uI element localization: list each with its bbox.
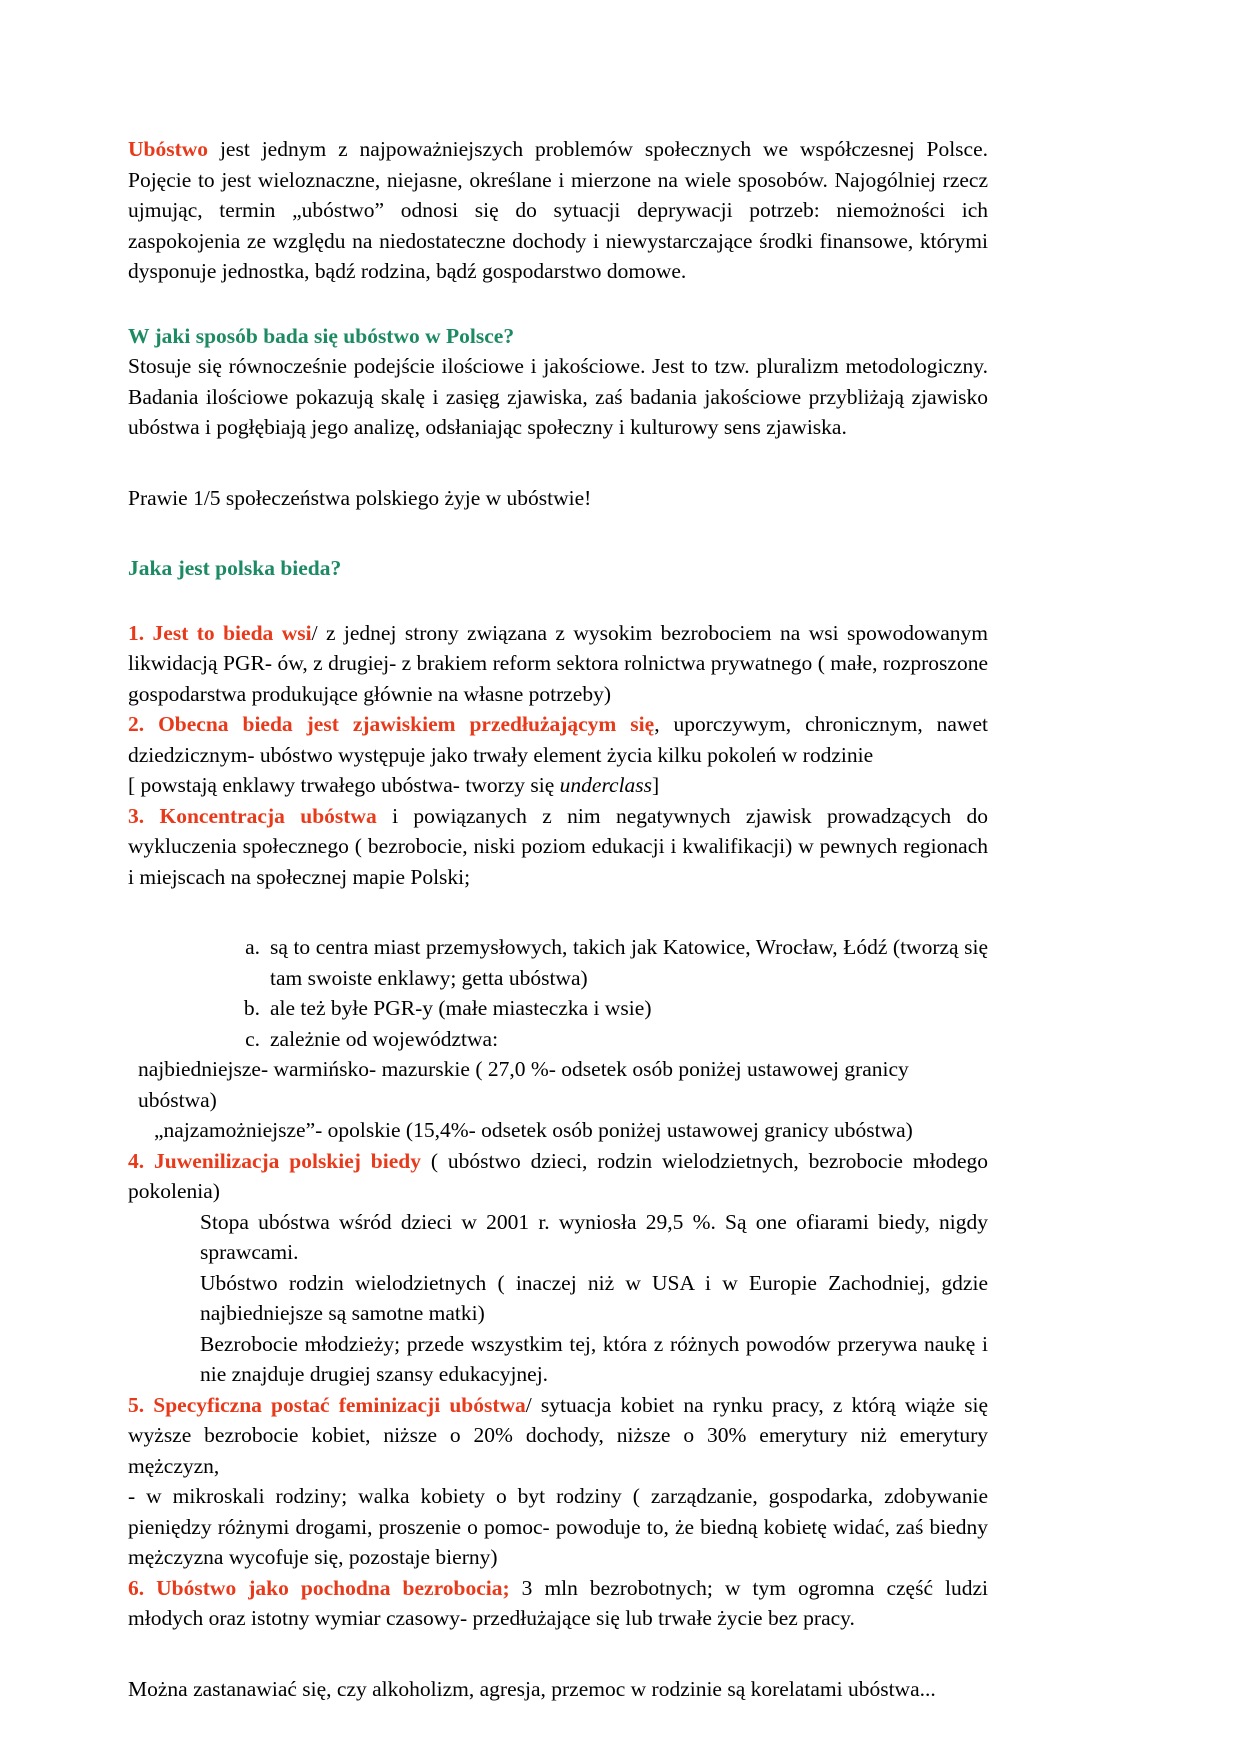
point-1 bbox=[128, 618, 988, 710]
document-body bbox=[128, 134, 988, 1704]
closing-paragraph: Można zastanawiać się, czy alkoholizm, agresja, przemoc w rodzinie są korelatami ubóstwa... bbox=[128, 1676, 936, 1701]
point-3-text: i powiązanych z nim negatywnych zjawisk prowadzących do wykluczenia społecznego ( bezrobocie, niski poziom edukacji i kwalifikacji) w pewnych regionach i miejscach na społecznej mapie Polski; bbox=[128, 803, 988, 889]
sublist-text-b: ale też byłe PGR-y (małe miasteczka i wsie) bbox=[270, 996, 652, 1020]
point-6-title: 6. Ubóstwo jako pochodna bezrobocia; bbox=[128, 1575, 510, 1600]
point-2-bracket-italic-term: underclass bbox=[559, 773, 653, 797]
sublist-marker-b: b. bbox=[243, 996, 260, 1020]
sublist-marker-c: c. bbox=[245, 1026, 260, 1051]
point-2-bracket-note bbox=[128, 770, 988, 801]
point-6 bbox=[128, 1573, 988, 1634]
intro-lead-term: Ubóstwo bbox=[128, 137, 209, 161]
point-1-title: 1. Jest to bieda wsi bbox=[128, 620, 312, 645]
heading-what-poverty-label: Jaka jest polska bieda? bbox=[128, 556, 342, 580]
spacer bbox=[128, 443, 988, 483]
intro-paragraph bbox=[128, 134, 988, 287]
heading-how-studied-label: W jaki sposób bada się ubóstwo w Polsce? bbox=[128, 323, 515, 348]
statement-paragraph: Prawie 1/5 społeczeństwa polskiego żyje w ubóstwie! bbox=[128, 485, 592, 510]
spacer bbox=[128, 892, 988, 932]
heading-what-poverty bbox=[128, 553, 988, 584]
point-2-text: , uporczywym, chronicznym, nawet dziedzicznym- ubóstwo występuje jako trwały element życia kilku pokoleń w rodzinie bbox=[128, 712, 988, 767]
point-2-bracket-pre: [ powstają enklawy trwałego ubóstwa- tworzy się bbox=[128, 773, 560, 797]
voivodeship-richest: „najzamożniejsze”- opolskie (15,4%- odsetek osób poniżej ustawowej granicy ubóstwa) bbox=[154, 1118, 913, 1142]
voivodeship-poorest: najbiedniejsze- warmińsko- mazurskie ( 27,0 %- odsetek osób poniżej ustawowej granicy ubóstwa) bbox=[138, 1057, 909, 1112]
point-3-sublist bbox=[128, 932, 988, 1054]
point-2-bracket-post: ] bbox=[652, 773, 660, 797]
point-5 bbox=[128, 1390, 988, 1482]
point-4-sub-b: Ubóstwo rodzin wielodzietnych ( inaczej niż w USA i w Europie Zachodniej, gdzie najbiedniejsze są samotne matki) bbox=[200, 1270, 988, 1325]
sublist-marker-a: a. bbox=[245, 935, 260, 959]
point-4 bbox=[128, 1146, 988, 1207]
spacer bbox=[128, 1634, 988, 1674]
point-4-sub-a: Stopa ubóstwa wśród dzieci w 2001 r. wyniosła 29,5 %. Są one ofiarami biedy, nigdy sprawcami. bbox=[200, 1209, 988, 1264]
heading-how-studied bbox=[128, 321, 988, 352]
point-2-title: 2. Obecna bieda jest zjawiskiem przedłużającym się bbox=[128, 712, 655, 736]
point-3 bbox=[128, 801, 988, 893]
how-studied-paragraph: Stosuje się równocześnie podejście ilościowe i jakościowe. Jest to tzw. pluralizm metodologiczny. Badania ilościowe pokazują skalę i zasięg zjawiska, zaś badania jakościowe przybliżają zjawisko ubóstwa i pogłębiają jego analizę, odsłaniając społeczny i kulturowy sens zjawiska. bbox=[128, 354, 988, 439]
point-6-text: 3 mln bezrobotnych; w tym ogromna część ludzi młodych oraz istotny wymiar czasowy- przedłużające się lub trwałe życie bez pracy. bbox=[128, 1575, 989, 1630]
point-2 bbox=[128, 709, 988, 770]
sublist-text-c: zależnie od województwa: bbox=[270, 1026, 499, 1051]
point-5-title: 5. Specyficzna postać feminizacji ubóstwa bbox=[128, 1392, 526, 1417]
point-4-sub-c: Bezrobocie młodzieży; przede wszystkim tej, która z różnych powodów przerywa naukę i nie znajduje drugiej szansy edukacyjnej. bbox=[200, 1331, 988, 1386]
intro-paragraph-text: jest jednym z najpoważniejszych problemów społecznych we współczesnej Polsce. Pojęcie to jest wieloznaczne, niejasne, określane i mierzone na wiele sposobów. Najogólniej rzecz ujmując, termin „ubóstwo” odnosi się do sytuacji deprywacji potrzeb: niemożności ich zaspokojenia ze względu na niedostateczne dochody i niewystarczające środki finansowe, którymi dysponuje jednostka, bądź rodzina, bądź gospodarstwo domowe. bbox=[128, 137, 988, 283]
point-1-text: / z jednej strony związana z wysokim bezrobociem na wsi spowodowanym likwidacją PGR- ów, z drugiej- z brakiem reform sektora rolnictwa prywatnego ( małe, rozproszone gospodarstwa produkujące głównie na własne potrzeby) bbox=[128, 620, 988, 706]
spacer bbox=[128, 287, 988, 321]
point-3-title: 3. Koncentracja ubóstwa bbox=[128, 803, 377, 828]
point-4-title: 4. Juwenilizacja polskiej biedy bbox=[128, 1148, 421, 1173]
sublist-item-b bbox=[228, 993, 988, 1024]
point-4-text: ( ubóstwo dzieci, rodzin wielodzietnych, bezrobocie młodego pokolenia) bbox=[128, 1148, 988, 1203]
point-5-text: / sytuacja kobiet na rynku pracy, z którą wiąże się wyższe bezrobocie kobiet, niższe o 20% dochody, niższe o 30% emerytury niż emerytury mężczyzn, bbox=[128, 1392, 989, 1478]
spacer bbox=[128, 584, 988, 618]
sublist-item-c bbox=[228, 1024, 988, 1055]
sublist-text-a: są to centra miast przemysłowych, takich jak Katowice, Wrocław, Łódź (tworzą się tam swoiste enklawy; getta ubóstwa) bbox=[270, 935, 988, 990]
sublist-item-a bbox=[228, 932, 988, 993]
point-5-dash-note: - w mikroskali rodziny; walka kobiety o byt rodziny ( zarządzanie, gospodarka, zdobywanie pieniędzy różnymi drogami, proszenie o pomoc- powoduje to, że biedną kobietę widać, zaś biedny mężczyzna wycofuje się, pozostaje bierny) bbox=[128, 1484, 988, 1569]
spacer bbox=[128, 513, 988, 553]
